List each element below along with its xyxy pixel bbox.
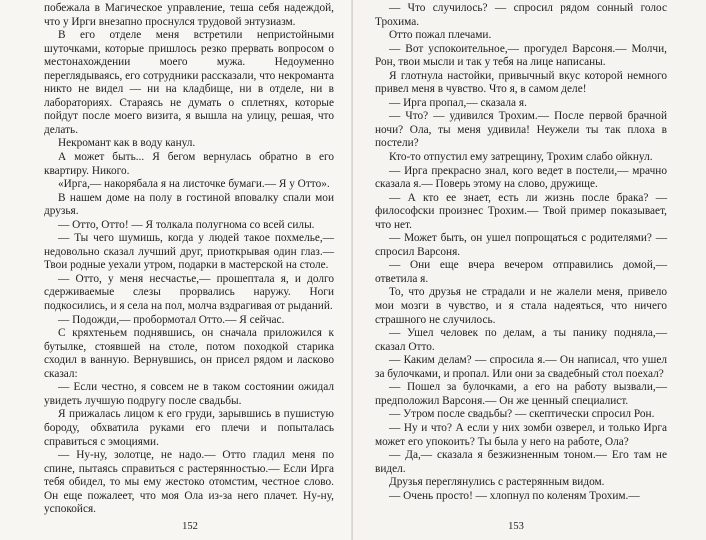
paragraph: — Каким делам? — спросила я.— Он написал, что ушел за булочками, и пропал. Или они за свадебный стол поехал? — [375, 354, 667, 380]
paragraph: Кто-то отпустил ему затрещину, Трохим слабо ойкнул. — [389, 151, 653, 164]
paragraph: — А кто ее знает, есть ли жизнь после брака? — философски произнес Трохим.— Твой пример показывает, что нет. — [375, 191, 667, 231]
paragraph: Друзья переглянулись с растерянным видом. — [389, 476, 605, 489]
paragraph: С кряхтеньем поднявшись, он сначала приложился к бутылке, стоявшей на столе, потом походкой старика сходил в ванную. Вернувшись, он присел рядом и ласково сказал: — [44, 327, 334, 380]
right-page — [353, 0, 706, 540]
paragraph: — Может быть, он ушел попрощаться с родителями? — спросил Варсоня. — [375, 232, 667, 258]
paragraph: — Пошел за булочками, а его на работу вызвали,— предположил Варсоня.— Он же ценный специалист. — [375, 381, 667, 407]
left-page-text — [44, 2, 334, 517]
paragraph: — Что случилось? — спросил рядом сонный голос Трохима. — [375, 2, 667, 28]
paragraph: — Они еще вчера вечером отправились домой,— ответила я. — [375, 259, 667, 285]
paragraph: — Очень просто! — хлопнул по коленям Трохим.— — [389, 489, 640, 502]
paragraph: Некромант как в воду канул. — [58, 137, 196, 150]
paragraph: — Ирга прекрасно знал, кого ведет в постели,— мрачно сказала я.— Поверь этому на слово, дружище. — [375, 164, 667, 191]
paragraph: — Да,— сказала я безжизненным тоном.— Его там не видел. — [375, 449, 667, 475]
right-page-text — [375, 2, 667, 503]
paragraph: — Что? — удивился Трохим.— После первой брачной ночи? Ола, ты меня удивила! Неужели ты так плоха в постели? — [375, 110, 667, 150]
paragraph: — Отто, у меня несчастье,— прошептала я, и долго сдерживаемые слезы прорвались наружу. Ноги подкосились, и я села на пол, молча вздрагивая от рыданий. — [44, 272, 334, 313]
paragraph: — Если честно, я совсем не в таком состоянии ожидал увидеть лучшую подругу после свадьбы. — [44, 381, 334, 407]
page-number: 153 — [508, 521, 524, 532]
page-number: 152 — [182, 521, 198, 532]
paragraph: — Отто, Отто! — Я толкала полугнома со всей силы. — [58, 218, 315, 231]
paragraph: — Ну-ну, золотце, не надо.— Отто гладил меня по спине, пытаясь справиться с растерянностью.— Если Ирга тебя обидел, то мы ему жестоко отомстим, честное слово. Он еще пожалеет, что моя Ола из-за него плачет. Ну-ну, успокойся. — [44, 449, 334, 516]
paragraph: побежала в Магическое управление, теша себя надеждой, что у Ирги внезапно проснулся трудовой энтузиазм. — [44, 2, 334, 28]
paragraph: — Ну и что? А если у них зомби озверел, и только Ирга может его упокоить? Ты была у него на работе, Ола? — [375, 421, 667, 448]
paragraph: Я глотнула настойки, привычный вкус которой немного привел меня в чувство. Что я, в самом деле! — [375, 69, 667, 96]
paragraph: «Ирга,— накорябала я на листочке бумаги.— Я у Отто». — [58, 178, 330, 191]
paragraph: В его отделе меня встретили непристойными шуточками, которые пришлось резко прервать вопросом о местонахождении моего мужа. Недоуменно переглядываясь, его сотрудники рассказали, что некроманта никто не видел — ни на кладбище, ни в отделе, ни в лабораториях. Стараясь не думать о сплетнях, которые пойдут после моего визита, я вышла на улицу, решая, что делать. — [44, 29, 334, 136]
paragraph: — Вот успокоительное,— прогудел Варсоня.— Молчи, Рон, твои мысли и так у тебя на лице написаны. — [375, 42, 667, 69]
paragraph: — Подожди,— пробормотал Отто.— Я сейчас. — [58, 313, 285, 326]
paragraph: — Ушел человек по делам, а ты панику подняла,— сказал Отто. — [375, 327, 667, 353]
paragraph: В нашем доме на полу в гостиной вповалку спали мои друзья. — [44, 191, 334, 218]
paragraph: А может быть... Я бегом вернулась обратно в его квартиру. Никого. — [44, 151, 334, 177]
paragraph: — Ирга пропал,— сказала я. — [389, 96, 527, 109]
paragraph: — Утром после свадьбы? — скептически спросил Рон. — [389, 408, 655, 421]
paragraph: — Ты чего шумишь, когда у людей такое похмелье,— недовольно сказал лучший друг, приоткрывая один глаз.— Твои родные уехали утром, подарки в мастерской на столе. — [44, 232, 334, 272]
paragraph: Я прижалась лицом к его груди, зарывшись в пушистую бороду, обхватила руками его плечи и попыталась справиться с эмоциями. — [44, 408, 334, 448]
paragraph: Отто пожал плечами. — [389, 29, 492, 42]
paragraph: То, что друзья не страдали и не жалели меня, привело мои мозги в чувство, и я стала надеяться, что ничего страшного не случилось. — [375, 286, 667, 326]
